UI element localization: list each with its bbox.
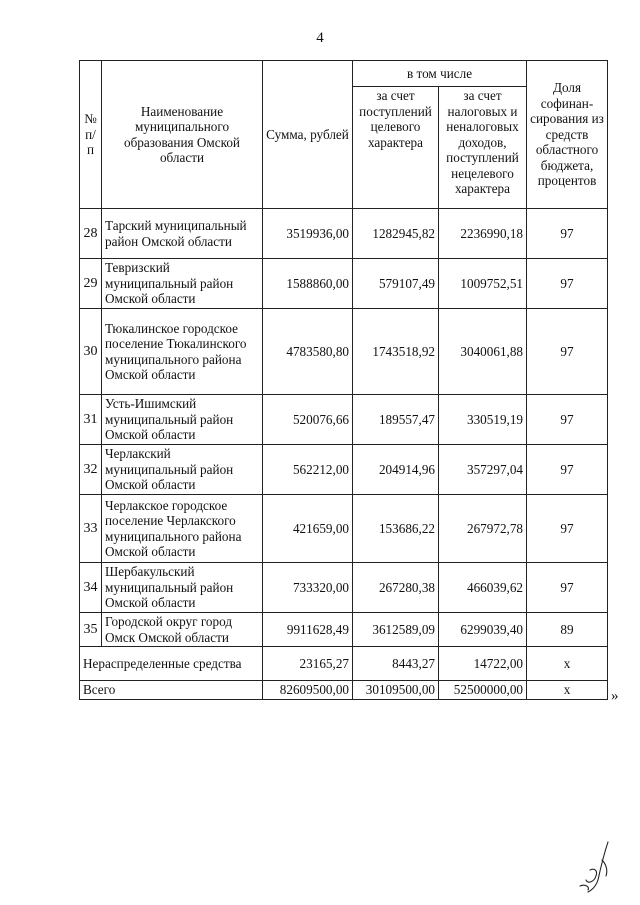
closing-quote-mark: » <box>611 688 619 704</box>
table-row <box>80 445 608 495</box>
row-num: 34 <box>80 563 102 613</box>
row-sum: 4783580,80 <box>263 309 353 395</box>
row-name: Тарский муниципальный район Омской области <box>102 209 263 259</box>
row-num: 33 <box>80 495 102 563</box>
row-sum: 9911628,49 <box>263 613 353 647</box>
row-share: 97 <box>527 495 608 563</box>
row-tax: 466039,62 <box>439 563 527 613</box>
row-name: Тевризский муниципальный район Омской области <box>102 259 263 309</box>
row-sum: 562212,00 <box>263 445 353 495</box>
row-sum: 1588860,00 <box>263 259 353 309</box>
row-share: 97 <box>527 309 608 395</box>
row-name: Черлакский муниципальный район Омской области <box>102 445 263 495</box>
table-row <box>80 563 608 613</box>
header-including: в том числе <box>353 61 527 87</box>
header-sum: Сумма, рублей <box>263 61 353 209</box>
unallocated-targeted: 8443,27 <box>353 647 439 681</box>
row-share: 97 <box>527 209 608 259</box>
unallocated-share: x <box>527 647 608 681</box>
total-share: x <box>527 681 608 700</box>
table-row <box>80 495 608 563</box>
header-name: Наименование муниципального образования Омской области <box>102 61 263 209</box>
row-share: 89 <box>527 613 608 647</box>
page-number: 4 <box>316 30 324 46</box>
row-num: 28 <box>80 209 102 259</box>
row-name: Черлакское городское поселение Черлакского муниципального района Омской области <box>102 495 263 563</box>
unallocated-sum: 23165,27 <box>263 647 353 681</box>
header-tax: за счет налоговых и неналоговых доходов, поступлений нецелевого характера <box>439 87 527 209</box>
total-tax: 52500000,00 <box>439 681 527 700</box>
row-targeted: 204914,96 <box>353 445 439 495</box>
table-row <box>80 613 608 647</box>
row-share: 97 <box>527 395 608 445</box>
row-tax: 6299039,40 <box>439 613 527 647</box>
unallocated-tax: 14722,00 <box>439 647 527 681</box>
table-row <box>80 309 608 395</box>
row-share: 97 <box>527 259 608 309</box>
row-targeted: 1282945,82 <box>353 209 439 259</box>
total-row <box>80 681 608 700</box>
unallocated-row <box>80 647 608 681</box>
row-tax: 357297,04 <box>439 445 527 495</box>
row-sum: 520076,66 <box>263 395 353 445</box>
row-share: 97 <box>527 445 608 495</box>
row-sum: 3519936,00 <box>263 209 353 259</box>
header-share: Доля софинан-сирования из средств областного бюджета, процентов <box>527 61 608 209</box>
row-tax: 330519,19 <box>439 395 527 445</box>
row-targeted: 579107,49 <box>353 259 439 309</box>
row-sum: 421659,00 <box>263 495 353 563</box>
header-targeted: за счет поступлений целевого характера <box>353 87 439 209</box>
row-targeted: 189557,47 <box>353 395 439 445</box>
row-targeted: 1743518,92 <box>353 309 439 395</box>
row-tax: 267972,78 <box>439 495 527 563</box>
header-num: № п/п <box>80 61 102 209</box>
row-num: 35 <box>80 613 102 647</box>
table-row <box>80 259 608 309</box>
row-targeted: 153686,22 <box>353 495 439 563</box>
row-targeted: 267280,38 <box>353 563 439 613</box>
row-num: 31 <box>80 395 102 445</box>
row-num: 32 <box>80 445 102 495</box>
row-share: 97 <box>527 563 608 613</box>
row-num: 30 <box>80 309 102 395</box>
unallocated-label: Нераспределенные средства <box>80 647 263 681</box>
row-tax: 3040061,88 <box>439 309 527 395</box>
total-targeted: 30109500,00 <box>353 681 439 700</box>
handwritten-signature <box>568 840 618 895</box>
row-sum: 733320,00 <box>263 563 353 613</box>
table-row <box>80 395 608 445</box>
table-row <box>80 209 608 259</box>
row-name: Городской округ город Омск Омской области <box>102 613 263 647</box>
row-name: Усть-Ишимский муниципальный район Омской области <box>102 395 263 445</box>
row-name: Шербакульский муниципальный район Омской области <box>102 563 263 613</box>
allocation-table <box>79 60 608 700</box>
total-label: Всего <box>80 681 263 700</box>
row-tax: 2236990,18 <box>439 209 527 259</box>
row-name: Тюкалинское городское поселение Тюкалинского муниципального района Омской области <box>102 309 263 395</box>
row-targeted: 3612589,09 <box>353 613 439 647</box>
total-sum: 82609500,00 <box>263 681 353 700</box>
row-tax: 1009752,51 <box>439 259 527 309</box>
row-num: 29 <box>80 259 102 309</box>
